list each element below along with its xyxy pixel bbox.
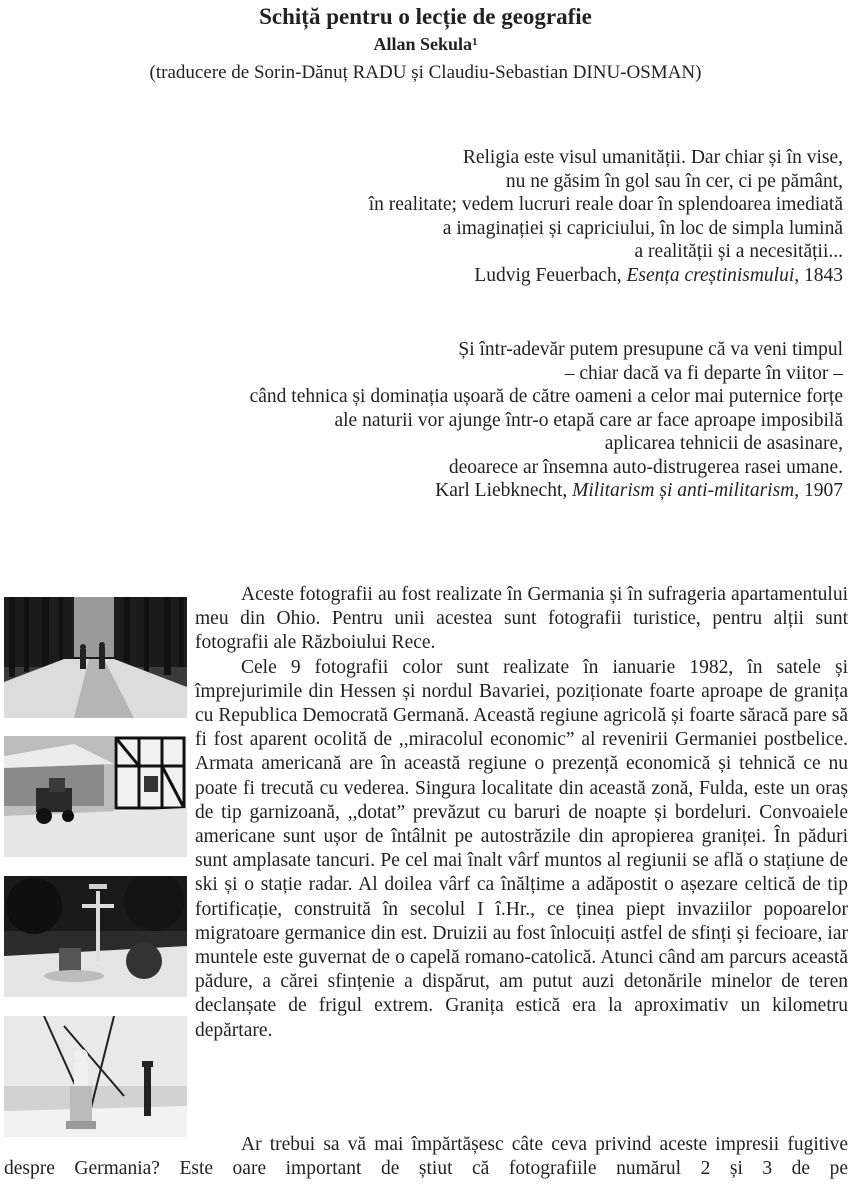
- author-name: Allan Sekula: [373, 34, 473, 54]
- translators-line: (traducere de Sorin-Dănuț RADU și Claudiu-Sebastian DINU-OSMAN): [149, 62, 702, 83]
- article-author: [0, 33, 851, 55]
- paragraph-photos-intro: Aceste fotografii au fost realizate în Germania și în sufrageria apartamentului meu din Ohio. Pentru unii acestea sunt fotografii turistice, pentru alții sunt fotografii ale Războiului Rece.: [195, 584, 848, 654]
- epigraph-line: a imaginației și capriciului, în loc de simpla lumină: [442, 217, 843, 239]
- article-title: Schiță pentru o lecție de geografie: [259, 4, 592, 29]
- epigraph-line: nu ne găsim în gol sau în cer, ci pe pământ,: [505, 170, 843, 192]
- article-body-continued: [4, 1133, 848, 1181]
- epigraph-line: – chiar dacă va fi departe în viitor –: [564, 362, 843, 384]
- epigraph-line: aplicarea tehnicii de asasinare,: [604, 433, 843, 454]
- source-work: Esența creștinismului: [626, 264, 795, 286]
- epigraph-source: [250, 479, 843, 503]
- epigraph-feuerbach: [369, 146, 843, 287]
- photo-forest-path: [4, 597, 187, 718]
- epigraph-line: când tehnica și dominația ușoară de către oameni a celor mai puternice forțe: [249, 386, 843, 407]
- source-year: , 1843: [794, 264, 843, 286]
- article-body: [195, 583, 848, 1043]
- photo-statue-crucifix: [4, 1016, 187, 1137]
- source-author: Ludvig Feuerbach,: [474, 264, 622, 286]
- source-work: Militarism și anti-militarism: [572, 480, 795, 501]
- epigraph-source: [369, 264, 843, 288]
- paragraph-impressions: Ar trebui sa vă mai împărtășesc câte ceva privind aceste impresii fugitive despre Germania? Este oare important de știut că fotografiile numărul 2 și 3 de pe: [4, 1134, 848, 1180]
- epigraph-line: în realitate; vedem lucruri reale doar în splendoarea imediată: [368, 194, 843, 215]
- epigraph-line: Religia este visul umanității. Dar chiar și în vise,: [462, 147, 843, 168]
- epigraph-liebknecht: [250, 338, 843, 503]
- epigraph-line: Și într-adevăr putem presupune că va veni timpul: [458, 339, 843, 360]
- photo-snow-shrine: [4, 876, 187, 997]
- source-year: , 1907: [794, 480, 843, 501]
- epigraph-line: deoarece ar însemna auto-distrugerea rasei umane.: [448, 456, 843, 478]
- footnote-marker[interactable]: 1: [472, 36, 478, 48]
- epigraph-line: ale naturii vor ajunge într-o etapă care ar face aproape imposibilă: [334, 409, 843, 431]
- photo-farm-tractor: [4, 736, 187, 857]
- paragraph-color-photos: Cele 9 fotografii color sunt realizate în ianuarie 1982, în satele și împrejurimile din Hessen și nordul Bavariei, poziționate foarte aproape de granița cu Republica Democrată Germană. Această regiune agricolă și foarte săracă pare să fi fost aparent ocolită de ,,miracolul economic” al revenirii Germaniei postbelice. Armata americană are în această regiune o prezență economică și tehnică ce nu poate fi trecută cu vederea. Singura localitate din această zonă, Fulda, este un oraș de tip garnizoană, ,,dotat” prevăzut cu baruri de noapte și bordeluri. Convoaiele americane sunt ușor de întâlnit pe autostrăzile din apropierea graniței. În păduri sunt amplasate tancuri. Pe cel mai înalt vârf muntos al regiunii se află o stațiune de ski și o stație radar. Al doilea vârf ca înălțime a adăpostit o așezare celtică de tip fortificație, construită în secolul I î.Hr., ce ținea piept invaziilor popoarelor migratoare germanice din est. Druizii au fost înlocuiți astfel de sfinți și fecioare, iar muntele este guvernat de o capelă romano-catolică. Atunci când am parcurs această pădure, a cărei sfințenie a dispărut, am putut auzi detonările minelor de teren declanșate de frigul extrem. Granița estică era la aproximativ un kilometru depărtare.: [195, 656, 848, 1041]
- epigraph-line: a realității și a necesității...: [634, 241, 843, 262]
- source-author: Karl Liebknecht,: [435, 480, 568, 501]
